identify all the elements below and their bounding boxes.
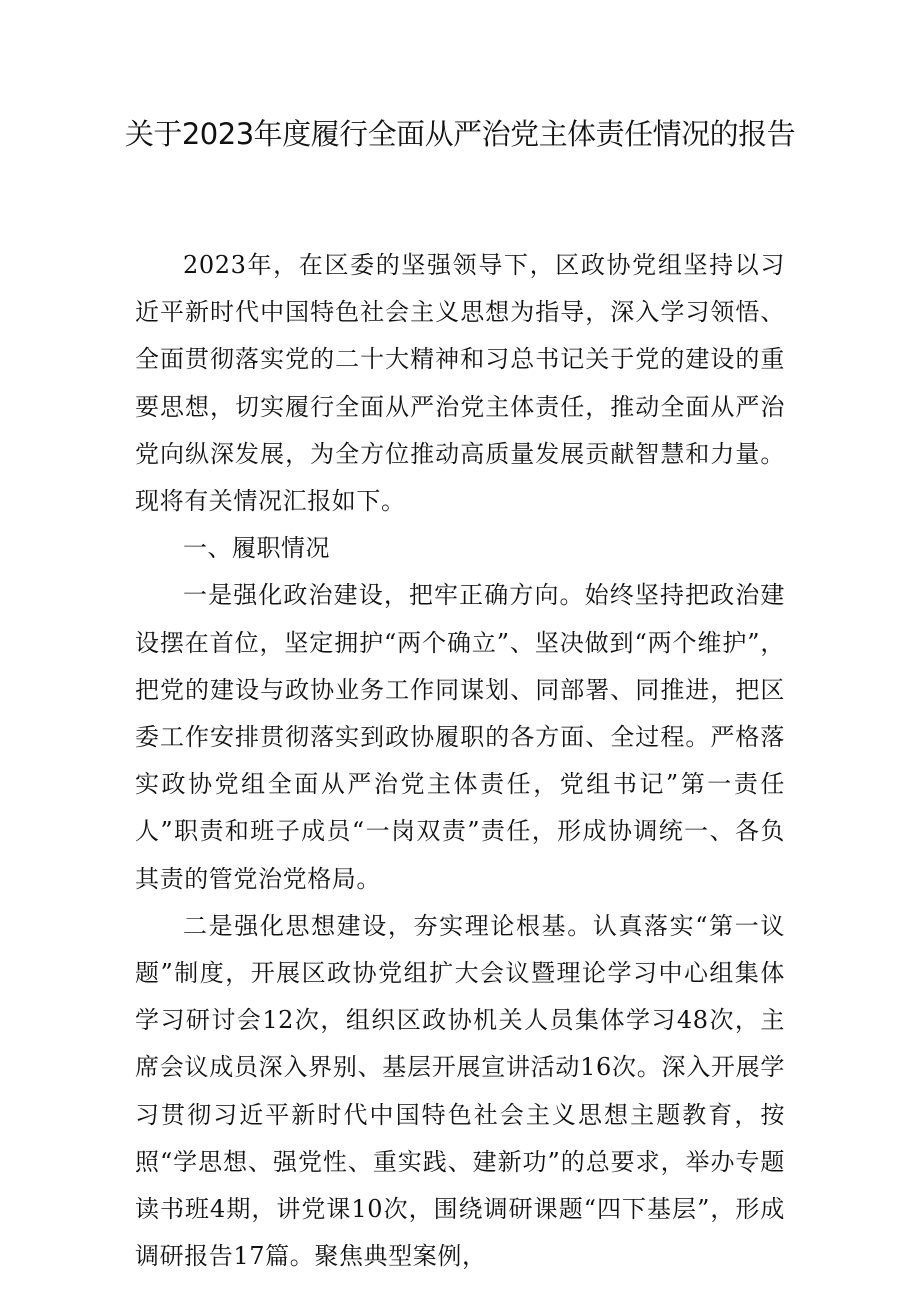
intro-paragraph: 2023年，在区委的坚强领导下，区政协党组坚持以习近平新时代中国特色社会主义思想为指导，深入学习领悟、全面贯彻落实党的二十大精神和习总书记关于党的建设的重要思想，切实履行全面从严治党主体责任，推动全面从严治党向纵深发展，为全方位推动高质量发展贡献智慧和力量。现将有关情况汇报如下。: [135, 251, 785, 516]
document-title: 关于2023年度履行全面从严治党主体责任情况的报告: [124, 117, 796, 151]
document-body: [135, 242, 785, 1280]
section-heading: 一、履职情况: [183, 534, 330, 563]
paragraph-ideological-construction: 二是强化思想建设，夯实理论根基。认真落实“第一议题”制度，开展区政协党组扩大会议暨理论学习中心组集体学习研讨会12次，组织区政协机关人员集体学习48次，主席会议成员深入界别、基层开展宣讲活动16次。深入开展学习贯彻习近平新时代中国特色社会主义思想主题教育，按照“学思想、强党性、重实践、建新功”的总要求，举办专题读书班4期，讲党课10次，围绕调研课题“四下基层”，形成调研报告17篇。聚焦典型案例，: [135, 911, 785, 1271]
paragraph-political-construction: 一是强化政治建设，把牢正确方向。始终坚持把政治建设摆在首位，坚定拥护“两个确立”、坚决做到“两个维护”，把党的建设与政协业务工作同谋划、同部署、同推进，把区委工作安排贯彻落实到政协履职的各方面、全过程。严格落实政协党组全面从严治党主体责任，党组书记”第一责任人”职责和班子成员“一岗双责”责任，形成协调统一、各负其责的管党治党格局。: [135, 581, 785, 893]
